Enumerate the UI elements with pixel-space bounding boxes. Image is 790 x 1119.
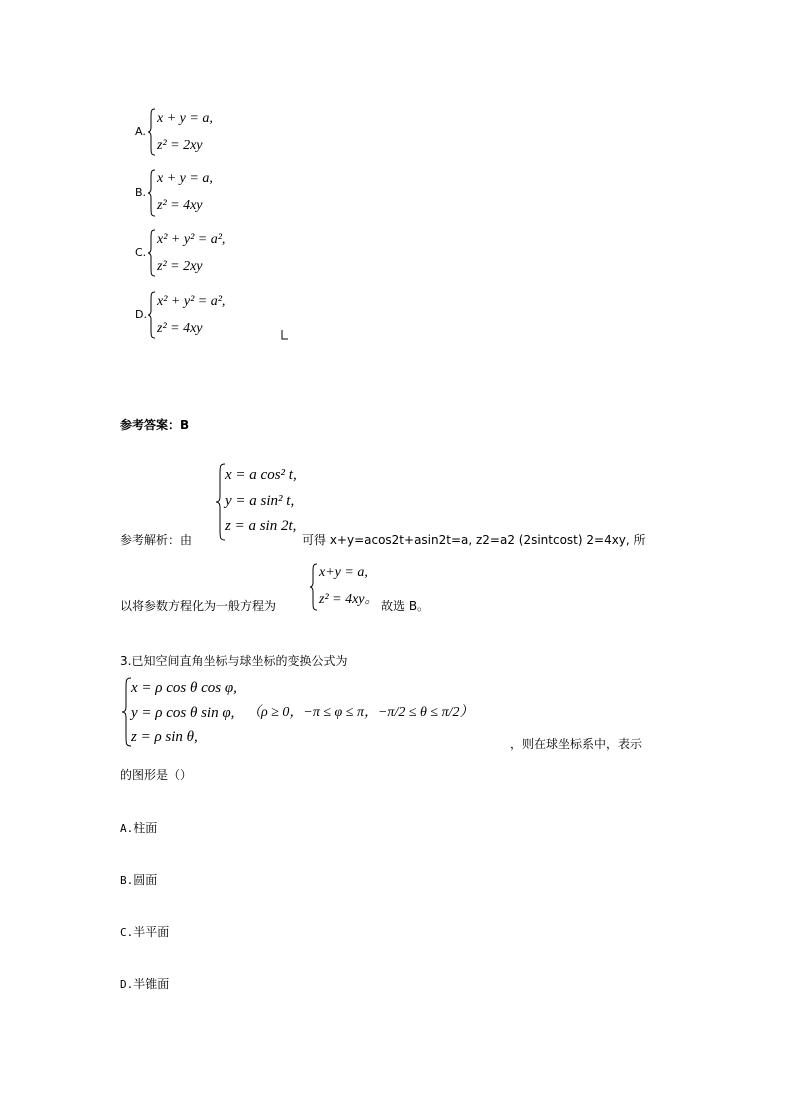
analysis-derivation: 可得 x+y=acos2t+asin2t=a, z2=a2 (2sintcost) 2=4xy, 所 bbox=[302, 533, 646, 547]
question3-eq1: x = ρ cos θ cos φ, bbox=[131, 680, 237, 696]
option-d-eq2: z² = 4xy bbox=[157, 321, 203, 336]
analysis-eq1: x = a cos² t, bbox=[225, 467, 297, 483]
brace-icon bbox=[147, 291, 157, 339]
question3-option-b: B.圆面 bbox=[120, 873, 158, 887]
option-b-label: B. bbox=[135, 186, 147, 199]
option-a-eq1: x + y = a, bbox=[157, 111, 213, 126]
question3-tail2: 的图形是（） bbox=[120, 768, 193, 782]
brace-icon bbox=[147, 169, 157, 217]
option-c-eq1: x² + y² = a², bbox=[157, 232, 226, 247]
answer-label: 参考答案： bbox=[120, 418, 181, 432]
option-b-eq1: x + y = a, bbox=[157, 171, 213, 186]
option-b-eq2: z² = 4xy bbox=[157, 198, 203, 213]
question3-eq3: z = ρ sin θ, bbox=[131, 729, 198, 745]
question3-tail: ，则在球坐标系中，表示 bbox=[510, 737, 643, 751]
analysis-result-eq1: x+y = a, bbox=[319, 565, 368, 580]
analysis-eq3: z = a sin 2t, bbox=[225, 518, 297, 534]
question3-option-d: D.半锥面 bbox=[120, 977, 170, 991]
answer-value: B bbox=[180, 418, 190, 432]
option-d-label: D. bbox=[135, 308, 147, 321]
question3-option-c: C.半平面 bbox=[120, 925, 170, 939]
return-mark-icon bbox=[281, 330, 289, 340]
brace-icon bbox=[147, 108, 157, 156]
brace-icon bbox=[147, 229, 157, 277]
brace-icon bbox=[309, 563, 319, 611]
answer-line bbox=[120, 419, 189, 431]
option-a-label: A. bbox=[135, 125, 146, 138]
option-a-eq2: z² = 2xy bbox=[157, 138, 203, 153]
question3-intro: 3.已知空间直角坐标与球坐标的变换公式为 bbox=[120, 654, 348, 668]
analysis-prefix: 参考解析：由 bbox=[120, 533, 193, 547]
question3-eq2: y = ρ cos θ sin φ, bbox=[131, 705, 235, 721]
option-d-eq1: x² + y² = a², bbox=[157, 294, 226, 309]
question3-condition: （ρ ≥ 0，−π ≤ φ ≤ π，−π/2 ≤ θ ≤ π/2） bbox=[247, 705, 474, 720]
question3-option-a: A.柱面 bbox=[120, 821, 158, 835]
option-c-eq2: z² = 2xy bbox=[157, 259, 203, 274]
option-c-label: C. bbox=[135, 246, 147, 259]
analysis-line2-suffix: 故选 B。 bbox=[381, 599, 430, 613]
analysis-eq2: y = a sin² t, bbox=[225, 493, 295, 509]
analysis-line2-prefix: 以将参数方程化为一般方程为 bbox=[120, 599, 277, 613]
analysis-result-eq2: z² = 4xy。 bbox=[319, 592, 379, 607]
